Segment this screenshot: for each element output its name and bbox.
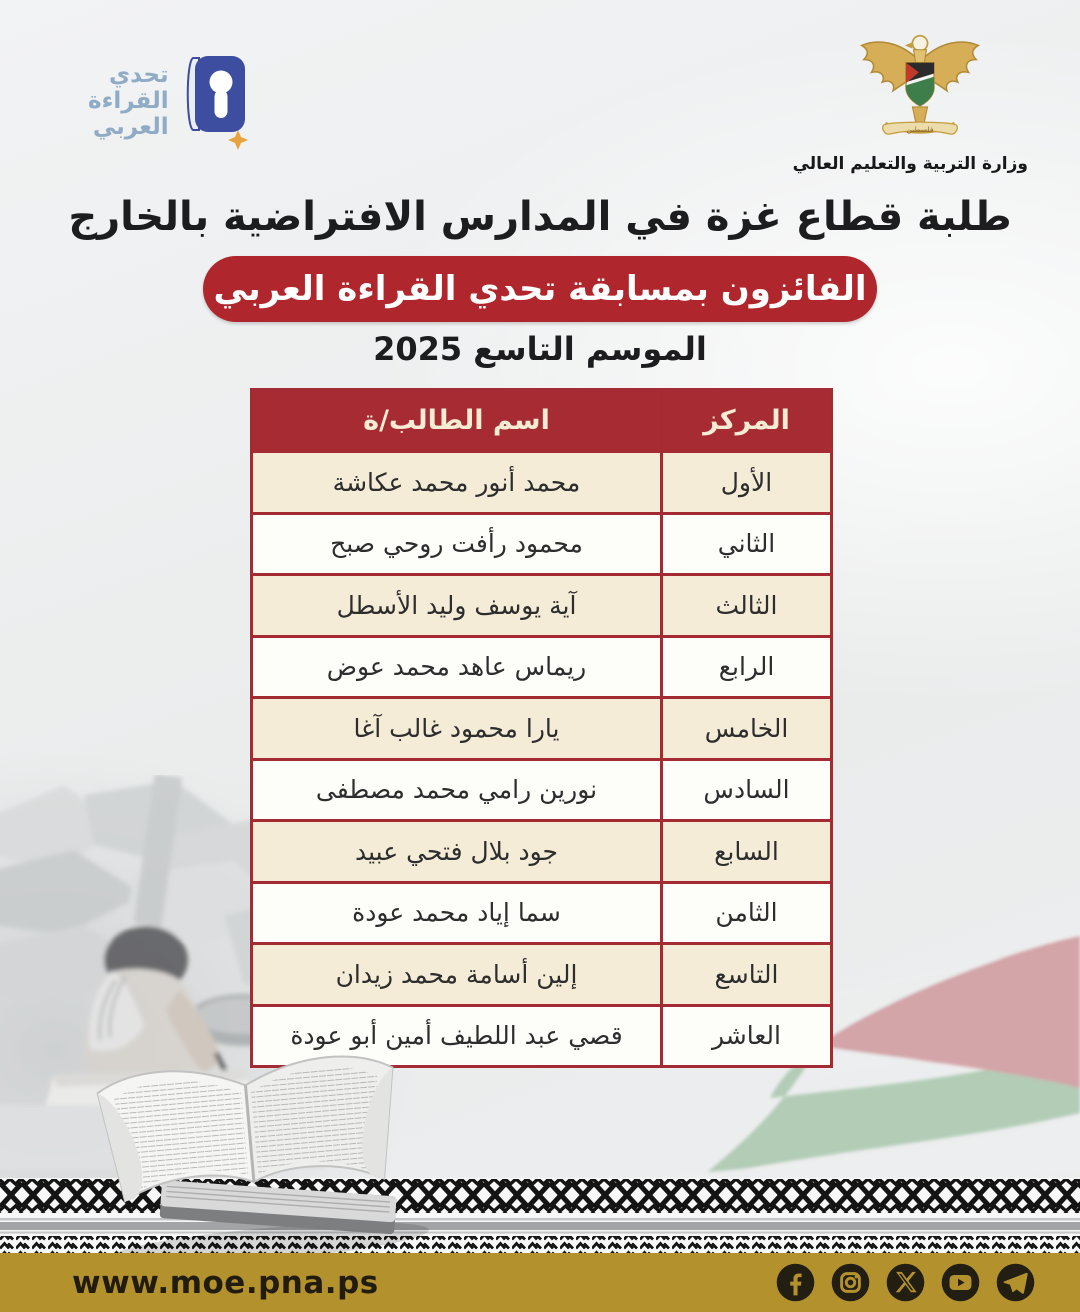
table-header-row <box>252 390 832 452</box>
name-cell: آية يوسف وليد الأسطل <box>252 575 662 637</box>
name-cell: جود بلال فتحي عبيد <box>252 821 662 883</box>
facebook-icon[interactable] <box>775 1262 816 1303</box>
table-row <box>252 759 832 821</box>
ministry-logo <box>792 26 1028 174</box>
name-cell: محمد أنور محمد عكاشة <box>252 452 662 514</box>
table-row <box>252 636 832 698</box>
rank-cell: العاشر <box>662 1005 832 1067</box>
rank-cell: الرابع <box>662 636 832 698</box>
rank-cell: الأول <box>662 452 832 514</box>
table-row <box>252 882 832 944</box>
name-cell: إلين أسامة محمد زيدان <box>252 944 662 1006</box>
winners-table <box>250 388 833 1068</box>
main-title: طلبة قطاع غزة في المدارس الافتراضية بالخارج <box>68 194 1012 240</box>
name-cell: يارا محمود غالب آغا <box>252 698 662 760</box>
winners-table-body <box>252 452 832 1067</box>
name-cell: محمود رأفت روحي صبح <box>252 513 662 575</box>
rank-cell: السابع <box>662 821 832 883</box>
name-cell: سما إياد محمد عودة <box>252 882 662 944</box>
arc-logo <box>88 52 253 152</box>
open-book-image <box>62 1040 447 1270</box>
arc-logo-line1: تحدي <box>109 62 169 89</box>
palestine-eagle-emblem <box>855 26 985 148</box>
telegram-icon[interactable] <box>995 1262 1036 1303</box>
rank-cell: الخامس <box>662 698 832 760</box>
emblem-caption: فلسطين <box>906 124 934 134</box>
rank-cell: الثالث <box>662 575 832 637</box>
youtube-icon[interactable] <box>940 1262 981 1303</box>
banner-text: الفائزون بمسابقة تحدي القراءة العربي <box>213 269 867 309</box>
footer-bar <box>0 1253 1080 1312</box>
arc-logo-line2: القراءة <box>88 88 169 115</box>
table-row <box>252 698 832 760</box>
rank-cell: التاسع <box>662 944 832 1006</box>
arc-logo-text <box>88 63 169 140</box>
x-twitter-icon[interactable] <box>885 1262 926 1303</box>
table-row <box>252 452 832 514</box>
name-cell: ريماس عاهد محمد عوض <box>252 636 662 698</box>
table-row <box>252 513 832 575</box>
table-row <box>252 821 832 883</box>
name-cell: قصي عبد اللطيف أمين أبو عودة <box>252 1005 662 1067</box>
rank-header: المركز <box>662 390 832 452</box>
social-icons <box>775 1262 1036 1303</box>
arc-book-icon <box>181 52 253 152</box>
name-header: اسم الطالب/ة <box>252 390 662 452</box>
table-row <box>252 575 832 637</box>
table-row <box>252 944 832 1006</box>
rank-cell: الثاني <box>662 513 832 575</box>
website-url[interactable]: www.moe.pna.ps <box>72 1264 379 1301</box>
name-cell: نورين رامي محمد مصطفى <box>252 759 662 821</box>
instagram-icon[interactable] <box>830 1262 871 1303</box>
rank-cell: الثامن <box>662 882 832 944</box>
arc-logo-line3: العربي <box>92 113 169 140</box>
banner-pill <box>203 256 877 322</box>
season-title: الموسم التاسع 2025 <box>373 330 707 368</box>
rank-cell: السادس <box>662 759 832 821</box>
ministry-name: وزارة التربية والتعليم العالي <box>792 154 1028 174</box>
